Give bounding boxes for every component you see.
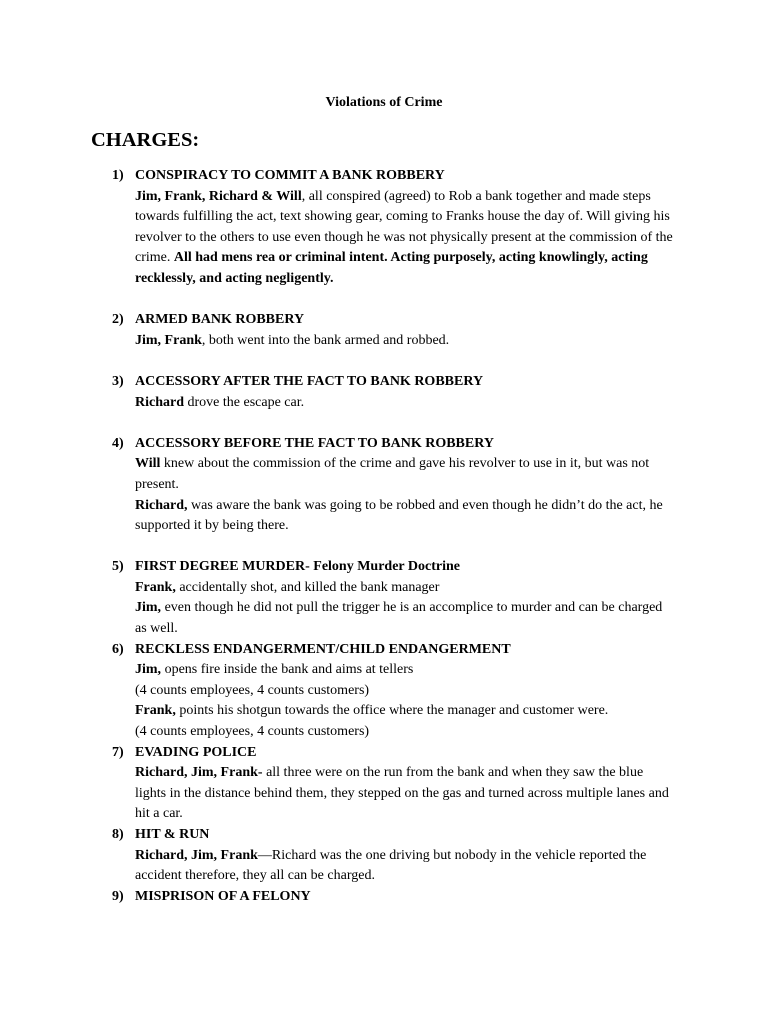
defendant-names: Jim, (135, 600, 162, 616)
charge-item (0, 557, 675, 639)
charge-number: 8) (112, 827, 124, 842)
defendant-names: Richard, Jim, Frank (135, 847, 258, 863)
charge-description: Richard, Jim, Frank—Richard was the one driving but nobody in the vehicle reported the accident therefore, they all can be charged. (135, 847, 647, 884)
charge-item (0, 434, 675, 537)
charge-item (0, 743, 675, 825)
charge-title: MISPRISON OF A FELONY (135, 888, 311, 904)
charge-item (0, 310, 675, 351)
charge-number: 9) (112, 888, 124, 904)
charges-list (0, 166, 768, 907)
charge-description: Richard drove the escape car. (135, 394, 305, 410)
charge-description: Richard, was aware the bank was going to be robbed and even though he didn’t do the act, he supported it by being there. (135, 497, 663, 534)
charge-title: ACCESSORY AFTER THE FACT TO BANK ROBBERY (135, 373, 484, 389)
document-title: Violations of Crime (325, 95, 443, 110)
charge-description: Will knew about the commission of the crime and gave his revolver to use in it, but was not present. (135, 456, 650, 492)
defendant-names: Frank, (135, 579, 176, 595)
defendant-names: Jim, Frank, Richard & Will (135, 188, 302, 204)
blank-line (0, 413, 768, 434)
charge-number: 6) (112, 641, 124, 657)
charge-description: Jim, even though he did not pull the trigger he is an accomplice to murder and can be charged as well. (135, 600, 663, 637)
defendant-names: Jim, (135, 662, 162, 678)
charge-description: Richard, Jim, Frank- all three were on the run from the bank and when they saw the blue lights in the distance behind them, they stepped on the gas and turned across multiple lanes and hit a car. (135, 765, 669, 822)
charge-title: RECKLESS ENDANGERMENT/CHILD ENDANGERMENT (135, 641, 511, 657)
charge-description: (4 counts employees, 4 counts customers) (135, 682, 370, 698)
charge-title: FIRST DEGREE MURDER- Felony Murder Doctrine (135, 559, 460, 575)
charge-title: ARMED BANK ROBBERY (135, 312, 305, 328)
charge-title: CONSPIRACY TO COMMIT A BANK ROBBERY (135, 168, 445, 183)
charge-number: 2) (112, 312, 124, 328)
charges-heading: CHARGES: (91, 129, 200, 151)
charge-description: Frank, points his shotgun towards the office where the manager and customer were. (135, 703, 609, 719)
charge-description: Frank, accidentally shot, and killed the bank manager (135, 579, 440, 595)
blank-line (0, 351, 768, 372)
charge-number: 3) (112, 373, 124, 389)
defendant-names: Will (135, 456, 161, 472)
charge-number: 1) (112, 168, 124, 183)
charge-title: ACCESSORY BEFORE THE FACT TO BANK ROBBERY (135, 435, 494, 451)
charge-description: Jim, Frank, Richard & Will, all conspired (agreed) to Rob a bank together and made steps towards fulfilling the act, text showing gear, coming to Franks house the day of. Will giving his revolver to the others to use even though he was not physically present at the commission of the crime. All had mens rea or criminal intent. Acting purposely, acting knowlingly, acting recklessly, and acting negligently. (135, 188, 673, 286)
defendant-names: Richard, (135, 497, 188, 513)
charge-description: (4 counts employees, 4 counts customers) (135, 724, 370, 740)
charge-item (0, 887, 675, 908)
blank-line (0, 290, 768, 311)
charge-title: HIT & RUN (135, 827, 210, 842)
emphasis-text: All had mens rea or criminal intent. Acting purposely, acting knowlingly, acting recklessly, and acting negligently. (135, 250, 648, 286)
charge-item (0, 372, 675, 413)
charge-description: Jim, opens fire inside the bank and aims at tellers (135, 662, 414, 678)
charge-item (0, 640, 675, 743)
defendant-names: Frank, (135, 703, 176, 719)
charge-title: EVADING POLICE (135, 744, 257, 760)
charge-item (0, 825, 675, 887)
defendant-names: Jim, Frank (135, 332, 202, 348)
charge-number: 7) (112, 744, 124, 760)
charge-number: 4) (112, 435, 124, 451)
blank-line (0, 537, 768, 558)
charge-description: Jim, Frank, both went into the bank armed and robbed. (135, 332, 450, 348)
defendant-names: Richard, Jim, Frank- (135, 765, 263, 781)
defendant-names: Richard (135, 394, 184, 410)
charge-number: 5) (112, 559, 124, 575)
charge-item (0, 166, 675, 290)
